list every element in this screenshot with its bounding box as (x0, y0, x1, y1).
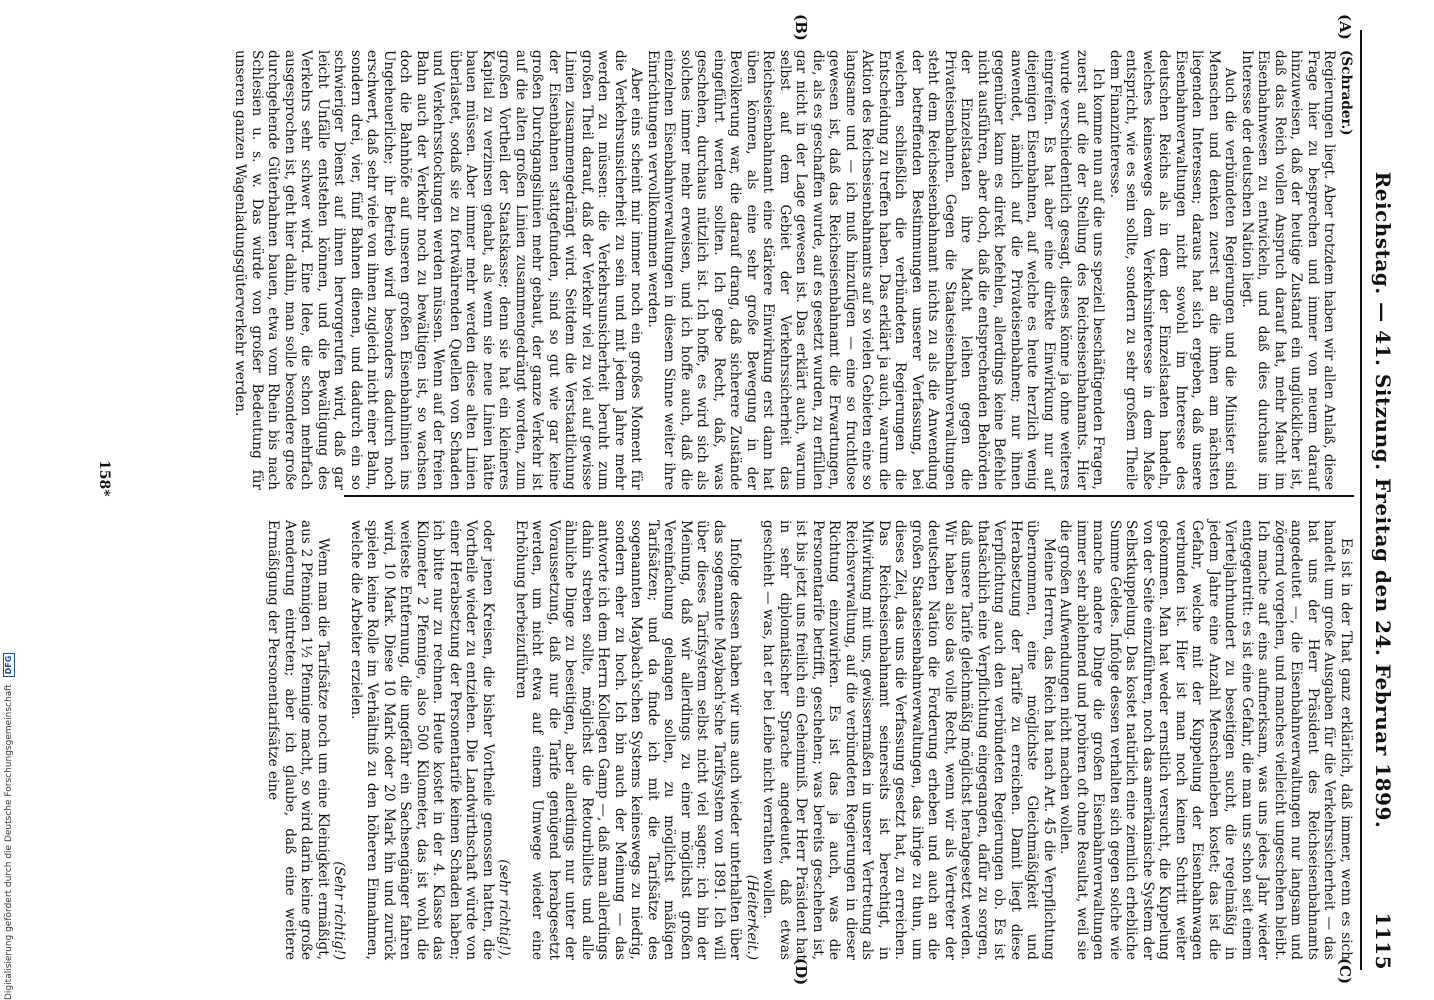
interjection: (Sehr richtig!) (331, 861, 348, 960)
margin-letter-d: (D) (792, 958, 810, 986)
paragraph: Regierungen liegt. Aber trotzdem haben wir allen Anlaß, diese Frage hier zu besprechen und immer von neuem darauf hinzuweisen, daß der heutige Zustand ein unglücklicher ist, daß das Reich vollen Anspruch darauf hat, mehr Macht im Eisenbahnwesen zu entwickeln, und daß dies durchaus im Interesse der deutschen Nation liegt. (1239, 50, 1338, 490)
paragraph: Wenn man die Tarifsätze noch um eine Kleinigkeit ermäßigt, aus 2 Pfennigen 1½ Pfennige macht, so wird darin keine große Aenderung eintreten; aber ich glaube, daß eine weitere Ermäßigung der Personentarifsätze eine (265, 520, 331, 960)
interjection: (Heiterkeit.) (744, 874, 760, 960)
dfg-logo: DFG (3, 653, 15, 678)
margin-letter-b: (B) (792, 14, 810, 41)
margin-letter-a: (A) (1336, 14, 1354, 40)
margin-letter-c: (C) (1336, 958, 1354, 985)
column-divider (344, 495, 1354, 497)
paragraph: Aber eins scheint mir immer noch ein großes Moment für die Verkehrsunsicherheit zu sein und mit jedem Jahre mehr werden zu müssen: die Verkehrsunsicherheit beruht zum großen Theil darauf, daß der Verkehr viel zu viel auf gewisse Linien zusammengedrängt wird. Seitdem die Verstaatlichung der Eisenbahnen stattgefunden, sind so gut wie gar keine großen Durchgangslinien mehr gebaut, der ganze Verkehr ist auf die alten großen Linien zusammengedrängt worden, zum großen Vortheil der Staatskasse; denn sie hat ein kleineres Kapital zu verzinsen gehabt, als wenn sie neue Linien hätte bauen müssen. Aber immer mehr werden diese alten Linien überlastet, sodaß sie zu fortwährenden Quellen von Schaden und Verkehrsstockungen werden müssen. Wenn auf der freien Bahn auch der Verkehr noch zu bewältigen ist, so wachsen doch die Bahnhöfe auf unseren großen Eisenbahnlinien ins Ungeheuerliche; ihr Betrieb wird besonders dadurch noch erschwert, daß sehr viele von ihnen zugleich nicht einer Bahn, sondern drei, vier, fünf Bahnen dienen, und dadurch ein so schwieriger Dienst auf ihnen hervorgerufen wird, daß gar leicht Unfälle entstehen können, und die Bewältigung des Verkehrs sehr schwer wird. Eine Idee, die schon mehrfach ausgesprochen ist, geht hier dahin, man solle besondere große durchgehende Güterbahnen bauen, etwa vom Rhein bis nach Schlesien u. s. w. Das würde von großer Bedeutung für unseren ganzen Wagenladungsgüterverkehr werden. (232, 50, 645, 490)
running-title: Reichstag. — 41. Sitzung. Freitag den 24. Februar 1899. (1371, 171, 1395, 829)
header-rule (1360, 30, 1362, 970)
paragraph: oder jenen Kreisen, die bisher Vortheile genossen hatten, die Vortheile wieder zu entziehen. Die Landwirthschaft würde von einer Herabsetzung der Personentarife keinen Schaden haben; ich bitte nur zu rechnen. Heute kostet in der 4. Klasse das Kilometer 2 Pfennige, also 500 Kilometer, das ist wohl die weiteste Entfernung, die ungefähr ein Sachsengänger fahren wird, 10 Mark. Diese 10 Mark oder 20 Mark hin und zurück spielen keine Rolle im Verhältniß zu den höheren Einnahmen, welche die Arbeiter erzielen. (348, 520, 496, 960)
paragraph: Auch die verbündeten Regierungen und die Minister sind Menschen und denken zuerst an die ihnen am nächsten liegenden Interessen; daraus hat sich ergeben, daß unsere Eisenbahnverwaltungen nicht sowohl im Interesse des deutschen Reichs als in dem der Einzelstaaten handeln, welches keineswegs dem Verkehrsinteresse in dem Maße entspricht, wie es sein sollte, sondern zu sehr großem Theile dem Finanzinteresse. (1107, 50, 1239, 490)
left-column (232, 50, 1354, 490)
document-page (20, 0, 1420, 1000)
digitization-credit (2, 590, 16, 1000)
right-column (265, 520, 1354, 960)
page-header (1368, 30, 1398, 970)
paragraph: Infolge dessen haben wir uns auch wieder unterhalten über das sogenannte Maybach'sche Tarifsystem von 1891. Ich will über dieses Tarifsystem selbst nicht viel sagen; ich bin der Meinung, daß wir allerdings zu einer möglichst großen Vereinfachung gelangen sollen, zu möglichst mäßigen Tarifsätzen; und da finde ich mit die Tarifsätze des sogenannten Maybach'schen Systems keineswegs zu niedrig, sondern eher zu hoch. Ich bin auch der Meinung — das antworte ich dem Herrn Kollegen Gamp —, daß man allerdings dahin streben sollte, möglichst die Retourbillets und alle ähnliche Dinge zu beseitigen, aber allerdings nur unter der Voraussetzung, daß nur die Tarife genügend herabgesetzt werden, um nicht etwa auf einem Umwege wieder eine Erhöhung herbeizuführen (513, 520, 744, 960)
paragraph: Es ist in der That ganz erklärlich, daß immer, wenn es sich handelt um große Ausgaben für die Verkehrssicherheit — das hat uns der Herr Präsident des Reichseisenbahnamts angedeutet —, die Eisenbahnverwaltungen nur langsam und zögernd vorgehen, und manches vielleicht ungeschehen bleibt. Ich mache auf eins aufmerksam, was uns jedes Jahr wieder entgegentritt: es ist eine Gefahr, die man uns schon seit einem Vierteljahrhundert zu beseitigen sucht, die regelmäßig in jedem Jahre eine Anzahl Menschenleben kostet; das ist die Gefahr, welche mit der Kuppelung der Eisenbahnwagen verbunden ist. Hier ist man noch keinen Schritt weiter gekommen. Man hat weder ernstlich versucht, die Kuppelung von der Seite einzuführen, noch das amerikanische System der Selbstkuppelung. Das kostet natürlich eine ziemlich erhebliche Summe Geldes. Infolge dessen verhalten sich gegen solche wie manche andere Dinge die großen Eisenbahnverwaltungen immer sehr ablehnend und probiren oft ohne Resultat, weil sie die großen Aufwendungen nicht machen wollen. (1057, 520, 1354, 960)
signature-mark: 158* (96, 460, 112, 497)
paragraph: Meine Herren, das Reich hat nach Art. 45 die Verpflichtung übernommen, eine möglichste Gleichmäßigkeit und Herabsetzung der Tarife zu erreichen. Damit liegt diese Verpflichtung auch den verbündeten Regierungen ob. Es ist thatsächlich eine Verpflichtung eingegangen, dafür zu sorgen, daß unsere Tarife gleichmäßig möglichst herabgesetzt werden. Wir haben also das volle Recht, wenn wir als Vertreter der deutschen Nation die Forderung erheben und auch an die großen Staatseisenbahnverwaltungen, das ihrige zu thun, um dieses Ziel, das uns die Verfassung gesetzt hat, zu erreichen. Das Reichseisenbahnamt seinerseits ist berechtigt, in Mitwirkung mit uns, gewissermaßen in unserer Vertretung als Reichsverwaltung, auf die verbündeten Regierungen in dieser Richtung einzuwirken. Es ist das ja auch, was die Personentarife betrifft, geschehen; was bereits geschehen ist, ist bis jetzt uns freilich ein Geheimniß. Der Herr Präsident hat in sehr diplomatischer Sprache angedeutet, daß etwas geschieht — was, hat er bei Leibe nicht verrathen wollen. (760, 520, 1057, 960)
credit-text: Digitalisierung gefördert durch die Deutsche Forschungsgemeinschaft (4, 684, 14, 1000)
page-number: 1115 (1371, 912, 1395, 970)
paragraph: Ich komme nun auf die uns speziell beschäftigenden Fragen, zuerst auf die der Stellung des Reichseisenbahnamts. Hier wurde verschiedentlich gesagt, dieses könne ja ohne weiteres eingreifen. Es hat aber eine direkte Einwirkung nur auf diejenigen Eisenbahnen, auf welche es heute herzlich wenig anwendet, nämlich auf die Privateisenbahnen; nur ihnen gegenüber kann es direkt befehlen, allerdings keine Befehle nicht ausführen, aber doch, daß die entsprechenden Behörden der Einzelstaaten ihre Macht leihen gegen die Privateisenbahnen. Gegen die Staatseisenbahnverwaltungen steht dem Reichseisenbahnamt nichts zu als die Anwendung der betreffenden Bestimmungen unserer Verfassung, bei welchen schließlich die verbündeten Regierungen die Entscheidung zu treffen haben. Das erklärt ja auch, warum die Aktion des Reichseisenbahnamts auf so vielen Gebieten eine so langsame und — ich muß hinzufügen — eine so fruchtlose gewesen ist, daß das Reichseisenbahnamt die Erwartungen, die, als es geschaffen wurde, auf es gesetzt wurden, zu erfüllen gar nicht in der Lage gewesen ist. Das erklärt auch, warum selbst auf dem Gebiet der Verkehrssicherheit das Reichseisenbahnamt eine stärkere Einwirkung erst dann hat üben können, als eine sehr große Bewegung in der Bevölkerung war, die darauf drang, daß sicherere Zustände eingeführt werden sollten. Ich gebe Recht, daß, was geschehen, durchaus nützlich ist. Ich hoffe, es wird sich als solches immer mehr erweisen, und ich hoffe auch, daß die einzelnen Eisenbahnverwaltungen in diesem Sinne weiter ihre Einrichtungen vervollkommnen werden. (645, 50, 1107, 490)
interjection: (sehr richtig!), (496, 859, 513, 960)
speaker-name: (Schrader.) (1338, 50, 1354, 136)
